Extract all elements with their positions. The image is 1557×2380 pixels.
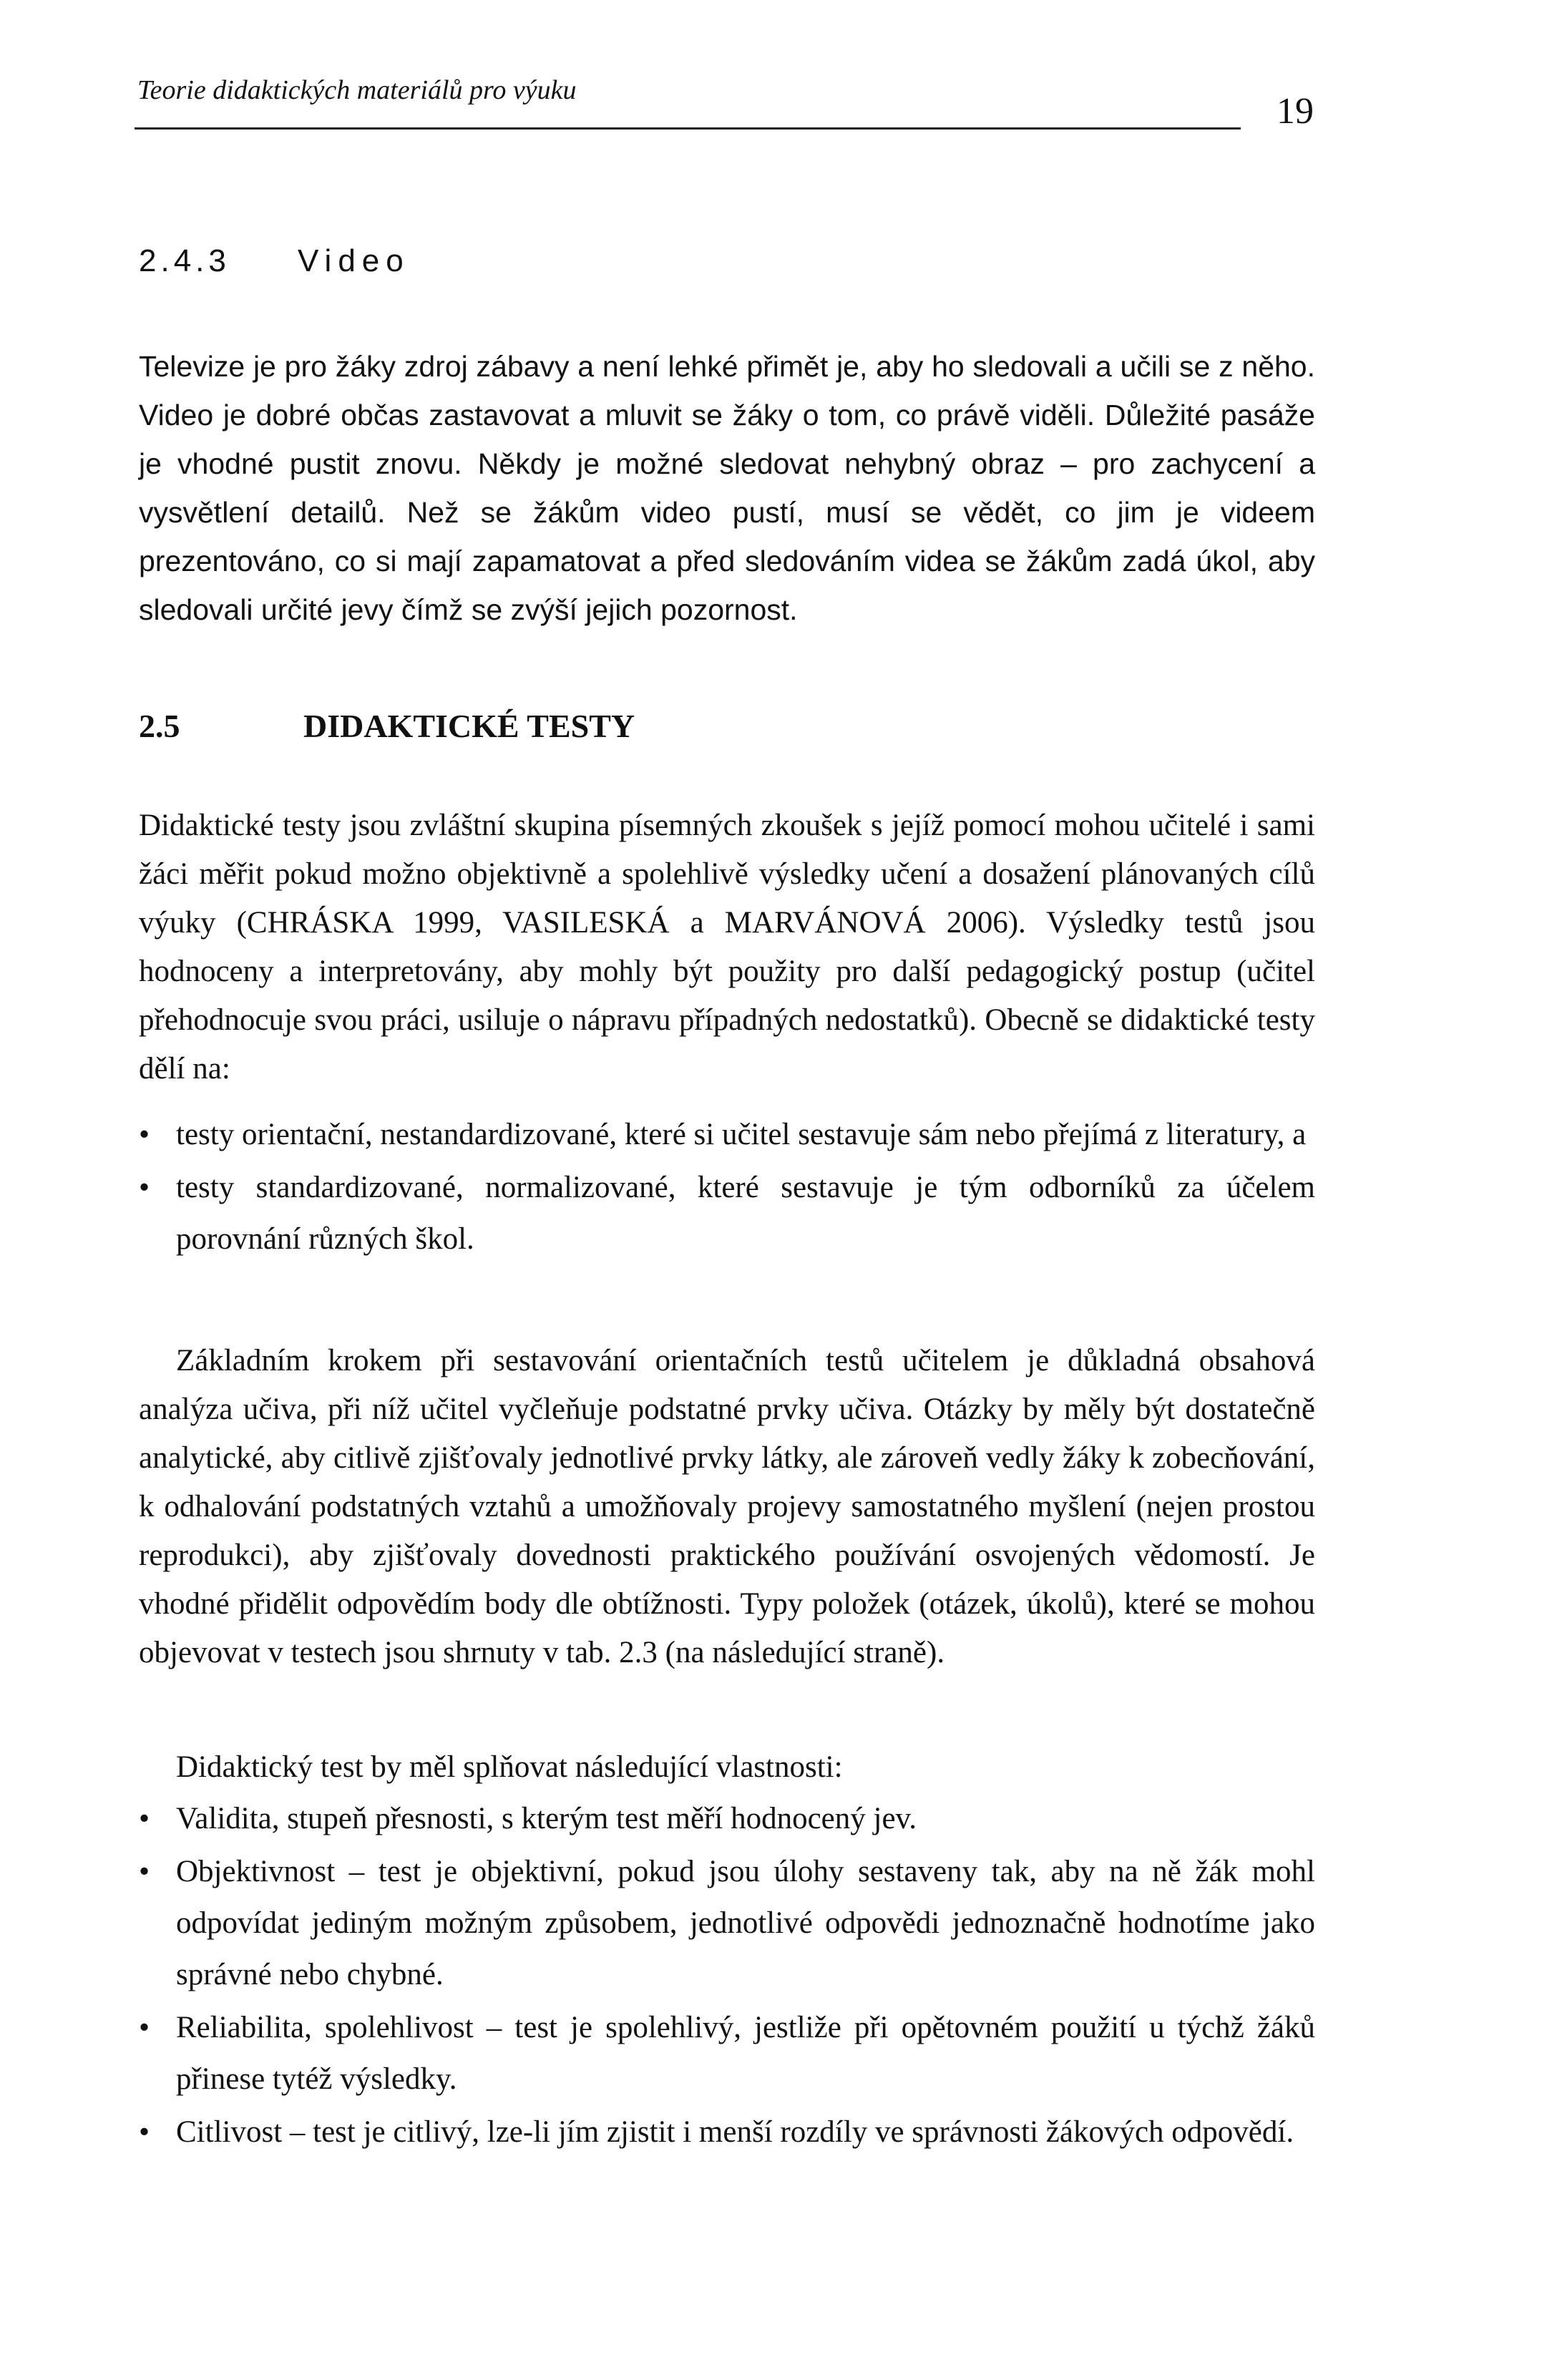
- list-item-text: testy standardizované, normalizované, které sestavuje je tým odborníků za účelem porovnání různých škol.: [176, 1171, 1315, 1256]
- list-item: [139, 1162, 1315, 1265]
- bullet-icon: •: [139, 2115, 150, 2149]
- section-number: 2.5: [139, 708, 180, 744]
- bullet-icon: •: [139, 1118, 150, 1151]
- section-title: DIDAKTICKÉ TESTY: [303, 708, 635, 744]
- list-item-text: Citlivost – test je citlivý, lze-li jím zjistit i menší rozdíly ve správnosti žákových odpovědí.: [176, 2115, 1294, 2149]
- test-types-list: [139, 1109, 1315, 1267]
- list-item-text: Validita, stupeň přesnosti, s kterým test měří hodnocený jev.: [176, 1802, 917, 1835]
- test-properties-list: [139, 1793, 1315, 2160]
- list-item: [139, 1846, 1315, 2001]
- tests-intro-paragraph: Didaktické testy jsou zvláštní skupina písemných zkoušek s jejíž pomocí mohou učitelé i sami žáci měřit pokud možno objektivně a spolehlivě výsledky učení a dosažení plánovaných cílů výuky (CHRÁSKA 1999, VASILESKÁ a MARVÁNOVÁ 2006). Výsledky testů jsou hodnoceny a interpretovány, aby mohly být použity pro další pedagogický postup (učitel přehodnocuje svou práci, usiluje o nápravu případných nedostatků). Obecně se didaktické testy dělí na:: [139, 809, 1315, 1086]
- bullet-icon: •: [139, 1171, 150, 1204]
- page-number: 19: [1277, 91, 1314, 132]
- header-rule: [135, 127, 1241, 130]
- list-item-text: Reliabilita, spolehlivost – test je spolehlivý, jestliže při opětovném použití u týchž žáků přinese tytéž výsledky.: [176, 2011, 1315, 2096]
- subsection-title: Video: [298, 243, 410, 278]
- subsection-number: 2.4.3: [139, 243, 230, 278]
- properties-intro: Didaktický test by měl splňovat následující vlastnosti:: [176, 1750, 843, 1784]
- list-item: [139, 2002, 1315, 2105]
- video-paragraph: Televize je pro žáky zdroj zábavy a není lehké přimět je, aby ho sledovali a učili se z něho. Video je dobré občas zastavovat a mluvit se žáky o tom, co právě viděli. Důležité pasáže je vhodné pustit znovu. Někdy je možné sledovat nehybný obraz – pro zachycení a vysvětlení detailů. Než se žákům video pustí, musí se vědět, co jim je videem prezentováno, co si mají zapamatovat a před sledováním videa se žákům zadá úkol, aby sledovali určité jevy čímž se zvýší jejich pozornost.: [139, 350, 1315, 626]
- bullet-icon: •: [139, 1855, 150, 1888]
- bullet-icon: •: [139, 2011, 150, 2044]
- list-item: [139, 1109, 1315, 1161]
- list-item: [139, 1793, 1315, 1845]
- running-header-title: Teorie didaktických materiálů pro výuku: [137, 75, 577, 105]
- list-item-text: Objektivnost – test je objektivní, pokud jsou úlohy sestaveny tak, aby na ně žák mohl odpovídat jediným možným způsobem, jednotlivé odpovědi jednoznačně hodnotíme jako správné nebo chybné.: [176, 1855, 1315, 1991]
- list-item-text: testy orientační, nestandardizované, které si učitel sestavuje sám nebo přejímá z literatury, a: [176, 1118, 1307, 1151]
- tests-analysis-paragraph: Základním krokem při sestavování orientačních testů učitelem je důkladná obsahová analýza učiva, při níž učitel vyčleňuje podstatné prvky učiva. Otázky by měly být dostatečně analytické, aby citlivě zjišťovaly jednotlivé prvky látky, ale zároveň vedly žáky k zobecňování, k odhalování podstatných vztahů a umožňovaly projevy samostatného myšlení (nejen prostou reprodukci), aby zjišťovaly dovednosti praktického používání osvojených vědomostí. Je vhodné přidělit odpovědím body dle obtížnosti. Typy položek (otázek, úkolů), které se mohou objevovat v testech jsou shrnuty v tab. 2.3 (na následující straně).: [139, 1344, 1315, 1669]
- list-item: [139, 2107, 1315, 2158]
- bullet-icon: •: [139, 1802, 150, 1835]
